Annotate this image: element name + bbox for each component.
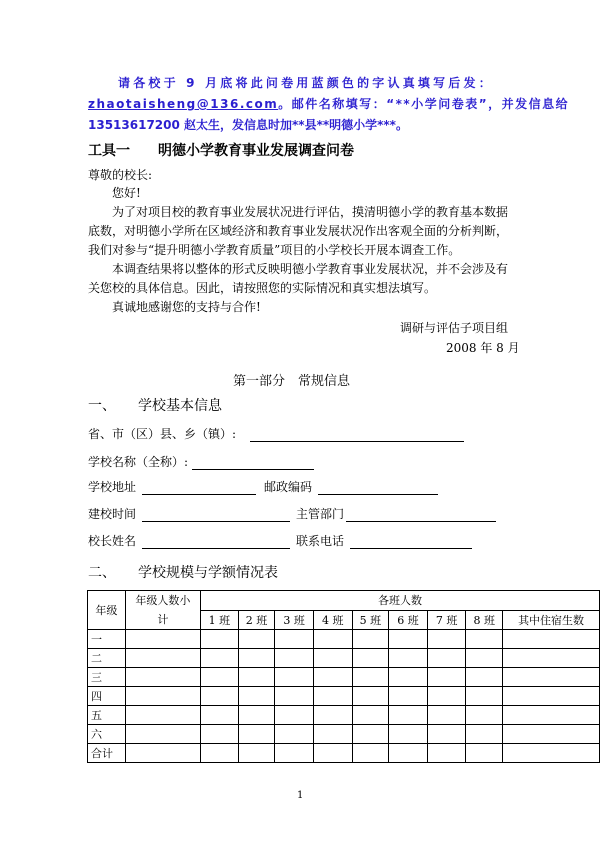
- header-boarders: 其中住宿生数: [503, 610, 600, 630]
- table-cell[interactable]: [427, 744, 466, 763]
- founded-label: 建校时间: [88, 507, 137, 521]
- table-cell[interactable]: [352, 687, 389, 706]
- table-cell[interactable]: [503, 649, 600, 668]
- table-cell[interactable]: [389, 668, 428, 687]
- table-cell[interactable]: [238, 630, 275, 649]
- table-cell[interactable]: [275, 668, 314, 687]
- table-cell[interactable]: [466, 649, 503, 668]
- table-cell[interactable]: [466, 668, 503, 687]
- table-cell[interactable]: [201, 706, 239, 725]
- table-cell[interactable]: [389, 706, 428, 725]
- header-class-8: 8 班: [466, 610, 503, 630]
- greeting: 您好!: [112, 186, 141, 200]
- table-cell[interactable]: [313, 649, 352, 668]
- notice-line1: 请各校于 9 月底将此问卷用蓝颜色的字认真填写后发：: [118, 76, 494, 90]
- address-label: 学校地址: [88, 480, 137, 494]
- table-cell[interactable]: [238, 687, 275, 706]
- table-cell[interactable]: [503, 706, 600, 725]
- paragraph-1c: 我们对参与“提升明德小学教育质量”项目的小学校长开展本调查工作。: [88, 243, 461, 257]
- notice-line2-text: 。邮件名称填写：“**小学问卷表”，并发信息给: [278, 97, 570, 111]
- table-row: [88, 649, 600, 668]
- table-cell[interactable]: [389, 725, 428, 744]
- section2-heading: [88, 562, 278, 582]
- principal-field[interactable]: [142, 536, 290, 549]
- table-cell[interactable]: [238, 725, 275, 744]
- table-cell[interactable]: [466, 744, 503, 763]
- row-grade-label: 六: [88, 725, 126, 744]
- salutation: 尊敬的校长:: [88, 168, 153, 182]
- section1-heading: [88, 395, 222, 415]
- page-number: 1: [297, 790, 304, 801]
- table-cell[interactable]: [125, 630, 200, 649]
- table-cell[interactable]: [313, 668, 352, 687]
- table-cell[interactable]: [201, 668, 239, 687]
- table-cell[interactable]: [201, 744, 239, 763]
- table-cell[interactable]: [201, 649, 239, 668]
- table-cell[interactable]: [275, 630, 314, 649]
- table-cell[interactable]: [238, 649, 275, 668]
- founded-field[interactable]: [142, 509, 290, 522]
- table-cell[interactable]: [238, 706, 275, 725]
- table-cell[interactable]: [125, 725, 200, 744]
- principal-label: 校长姓名: [88, 534, 137, 548]
- table-cell[interactable]: [427, 687, 466, 706]
- region-field[interactable]: [250, 429, 464, 442]
- table-cell[interactable]: [238, 668, 275, 687]
- row-grade-label: 二: [88, 649, 126, 668]
- header-grade: 年级: [88, 591, 126, 630]
- authority-label: 主管部门: [296, 507, 345, 521]
- table-cell[interactable]: [427, 706, 466, 725]
- header-class-1: 1 班: [201, 610, 239, 630]
- table-cell[interactable]: [352, 725, 389, 744]
- notice-line3: 13513617200 赵太生，发信息时加**县**明德小学***。: [88, 118, 408, 132]
- authority-field[interactable]: [346, 509, 496, 522]
- row-grade-label: 五: [88, 706, 126, 725]
- header-class-count: 各班人数: [201, 591, 600, 611]
- header-class-2: 2 班: [238, 610, 275, 630]
- table-cell[interactable]: [275, 687, 314, 706]
- table-cell[interactable]: [201, 630, 239, 649]
- table-cell[interactable]: [275, 649, 314, 668]
- table-cell[interactable]: [238, 744, 275, 763]
- table-row: [88, 725, 600, 744]
- table-cell[interactable]: [389, 649, 428, 668]
- section2-num: 二、: [88, 565, 116, 581]
- table-row: [88, 630, 600, 649]
- header-class-6: 6 班: [389, 610, 428, 630]
- table-cell[interactable]: [125, 668, 200, 687]
- table-cell[interactable]: [503, 668, 600, 687]
- table-cell[interactable]: [427, 630, 466, 649]
- table-cell[interactable]: [352, 668, 389, 687]
- table-cell[interactable]: [125, 706, 200, 725]
- table-cell[interactable]: [352, 706, 389, 725]
- paragraph-1a: 为了对项目校的教育事业发展状况进行评估，摸清明德小学的教育基本数据: [112, 205, 509, 219]
- table-cell[interactable]: [313, 725, 352, 744]
- table-cell[interactable]: [275, 706, 314, 725]
- table-cell[interactable]: [389, 744, 428, 763]
- header-class-4: 4 班: [313, 610, 352, 630]
- enrollment-table: [87, 590, 600, 763]
- table-cell[interactable]: [275, 744, 314, 763]
- table-row: [88, 706, 600, 725]
- table-cell[interactable]: [503, 630, 600, 649]
- table-cell[interactable]: [125, 649, 200, 668]
- part-heading: 第一部分 常规信息: [233, 374, 351, 389]
- table-cell[interactable]: [313, 630, 352, 649]
- table-cell[interactable]: [466, 706, 503, 725]
- paragraph-3: 真诚地感谢您的支持与合作!: [112, 300, 261, 314]
- signature: 调研与评估子项目组: [400, 321, 509, 335]
- table-cell[interactable]: [466, 630, 503, 649]
- paragraph-2a: 本调查结果将以整体的形式反映明德小学教育事业发展状况，并不会涉及有: [112, 262, 509, 276]
- row-grade-label: 四: [88, 687, 126, 706]
- table-cell[interactable]: [201, 725, 239, 744]
- table-cell[interactable]: [313, 744, 352, 763]
- region-label: 省、市（区）县、乡（镇）:: [88, 427, 237, 441]
- section1-num: 一、: [88, 398, 116, 414]
- section1-title: 学校基本信息: [138, 398, 222, 414]
- table-cell[interactable]: [275, 725, 314, 744]
- table-cell[interactable]: [352, 649, 389, 668]
- table-cell[interactable]: [352, 630, 389, 649]
- table-row: [88, 687, 600, 706]
- header-subtotal: 年级人数小计: [125, 591, 200, 630]
- header-class-7: 7 班: [427, 610, 466, 630]
- table-cell[interactable]: [427, 649, 466, 668]
- table-row: [88, 668, 600, 687]
- table-cell[interactable]: [503, 725, 600, 744]
- table-cell[interactable]: [389, 687, 428, 706]
- school-name-label: 学校名称（全称）:: [88, 455, 189, 469]
- table-cell[interactable]: [389, 630, 428, 649]
- table-cell[interactable]: [503, 744, 600, 763]
- row-grade-label: 三: [88, 668, 126, 687]
- notice-line2: [88, 95, 569, 112]
- table-cell[interactable]: [313, 687, 352, 706]
- table-cell[interactable]: [503, 687, 600, 706]
- table-cell[interactable]: [313, 706, 352, 725]
- paragraph-1b: 底数，对明德小学所在区域经济和教育事业发展状况作出客观全面的分析判断，: [88, 224, 509, 238]
- row-grade-label: 一: [88, 630, 126, 649]
- row-grade-label: 合计: [88, 744, 126, 763]
- table-cell[interactable]: [352, 744, 389, 763]
- table-cell[interactable]: [125, 687, 200, 706]
- phone-field[interactable]: [350, 536, 472, 549]
- table-cell[interactable]: [125, 744, 200, 763]
- address-field[interactable]: [142, 482, 256, 495]
- school-name-field[interactable]: [192, 457, 314, 470]
- header-class-5: 5 班: [352, 610, 389, 630]
- table-cell[interactable]: [201, 687, 239, 706]
- email-link[interactable]: zhaotaisheng@136.com: [88, 97, 279, 111]
- header-class-3: 3 班: [275, 610, 314, 630]
- table-cell[interactable]: [427, 725, 466, 744]
- section2-title: 学校规模与学额情况表: [138, 565, 278, 581]
- table-row: [88, 744, 600, 763]
- postcode-field[interactable]: [318, 482, 438, 495]
- table-cell[interactable]: [466, 687, 503, 706]
- phone-label: 联系电话: [296, 534, 345, 548]
- postcode-label: 邮政编码: [264, 480, 313, 494]
- table-cell[interactable]: [427, 668, 466, 687]
- table-cell[interactable]: [466, 725, 503, 744]
- date: 2008 年 8 月: [446, 341, 520, 355]
- page-title: 工具一 明德小学教育事业发展调查问卷: [88, 143, 354, 159]
- paragraph-2b: 关您校的具体信息。因此，请按照您的实际情况和真实想法填写。: [88, 281, 437, 295]
